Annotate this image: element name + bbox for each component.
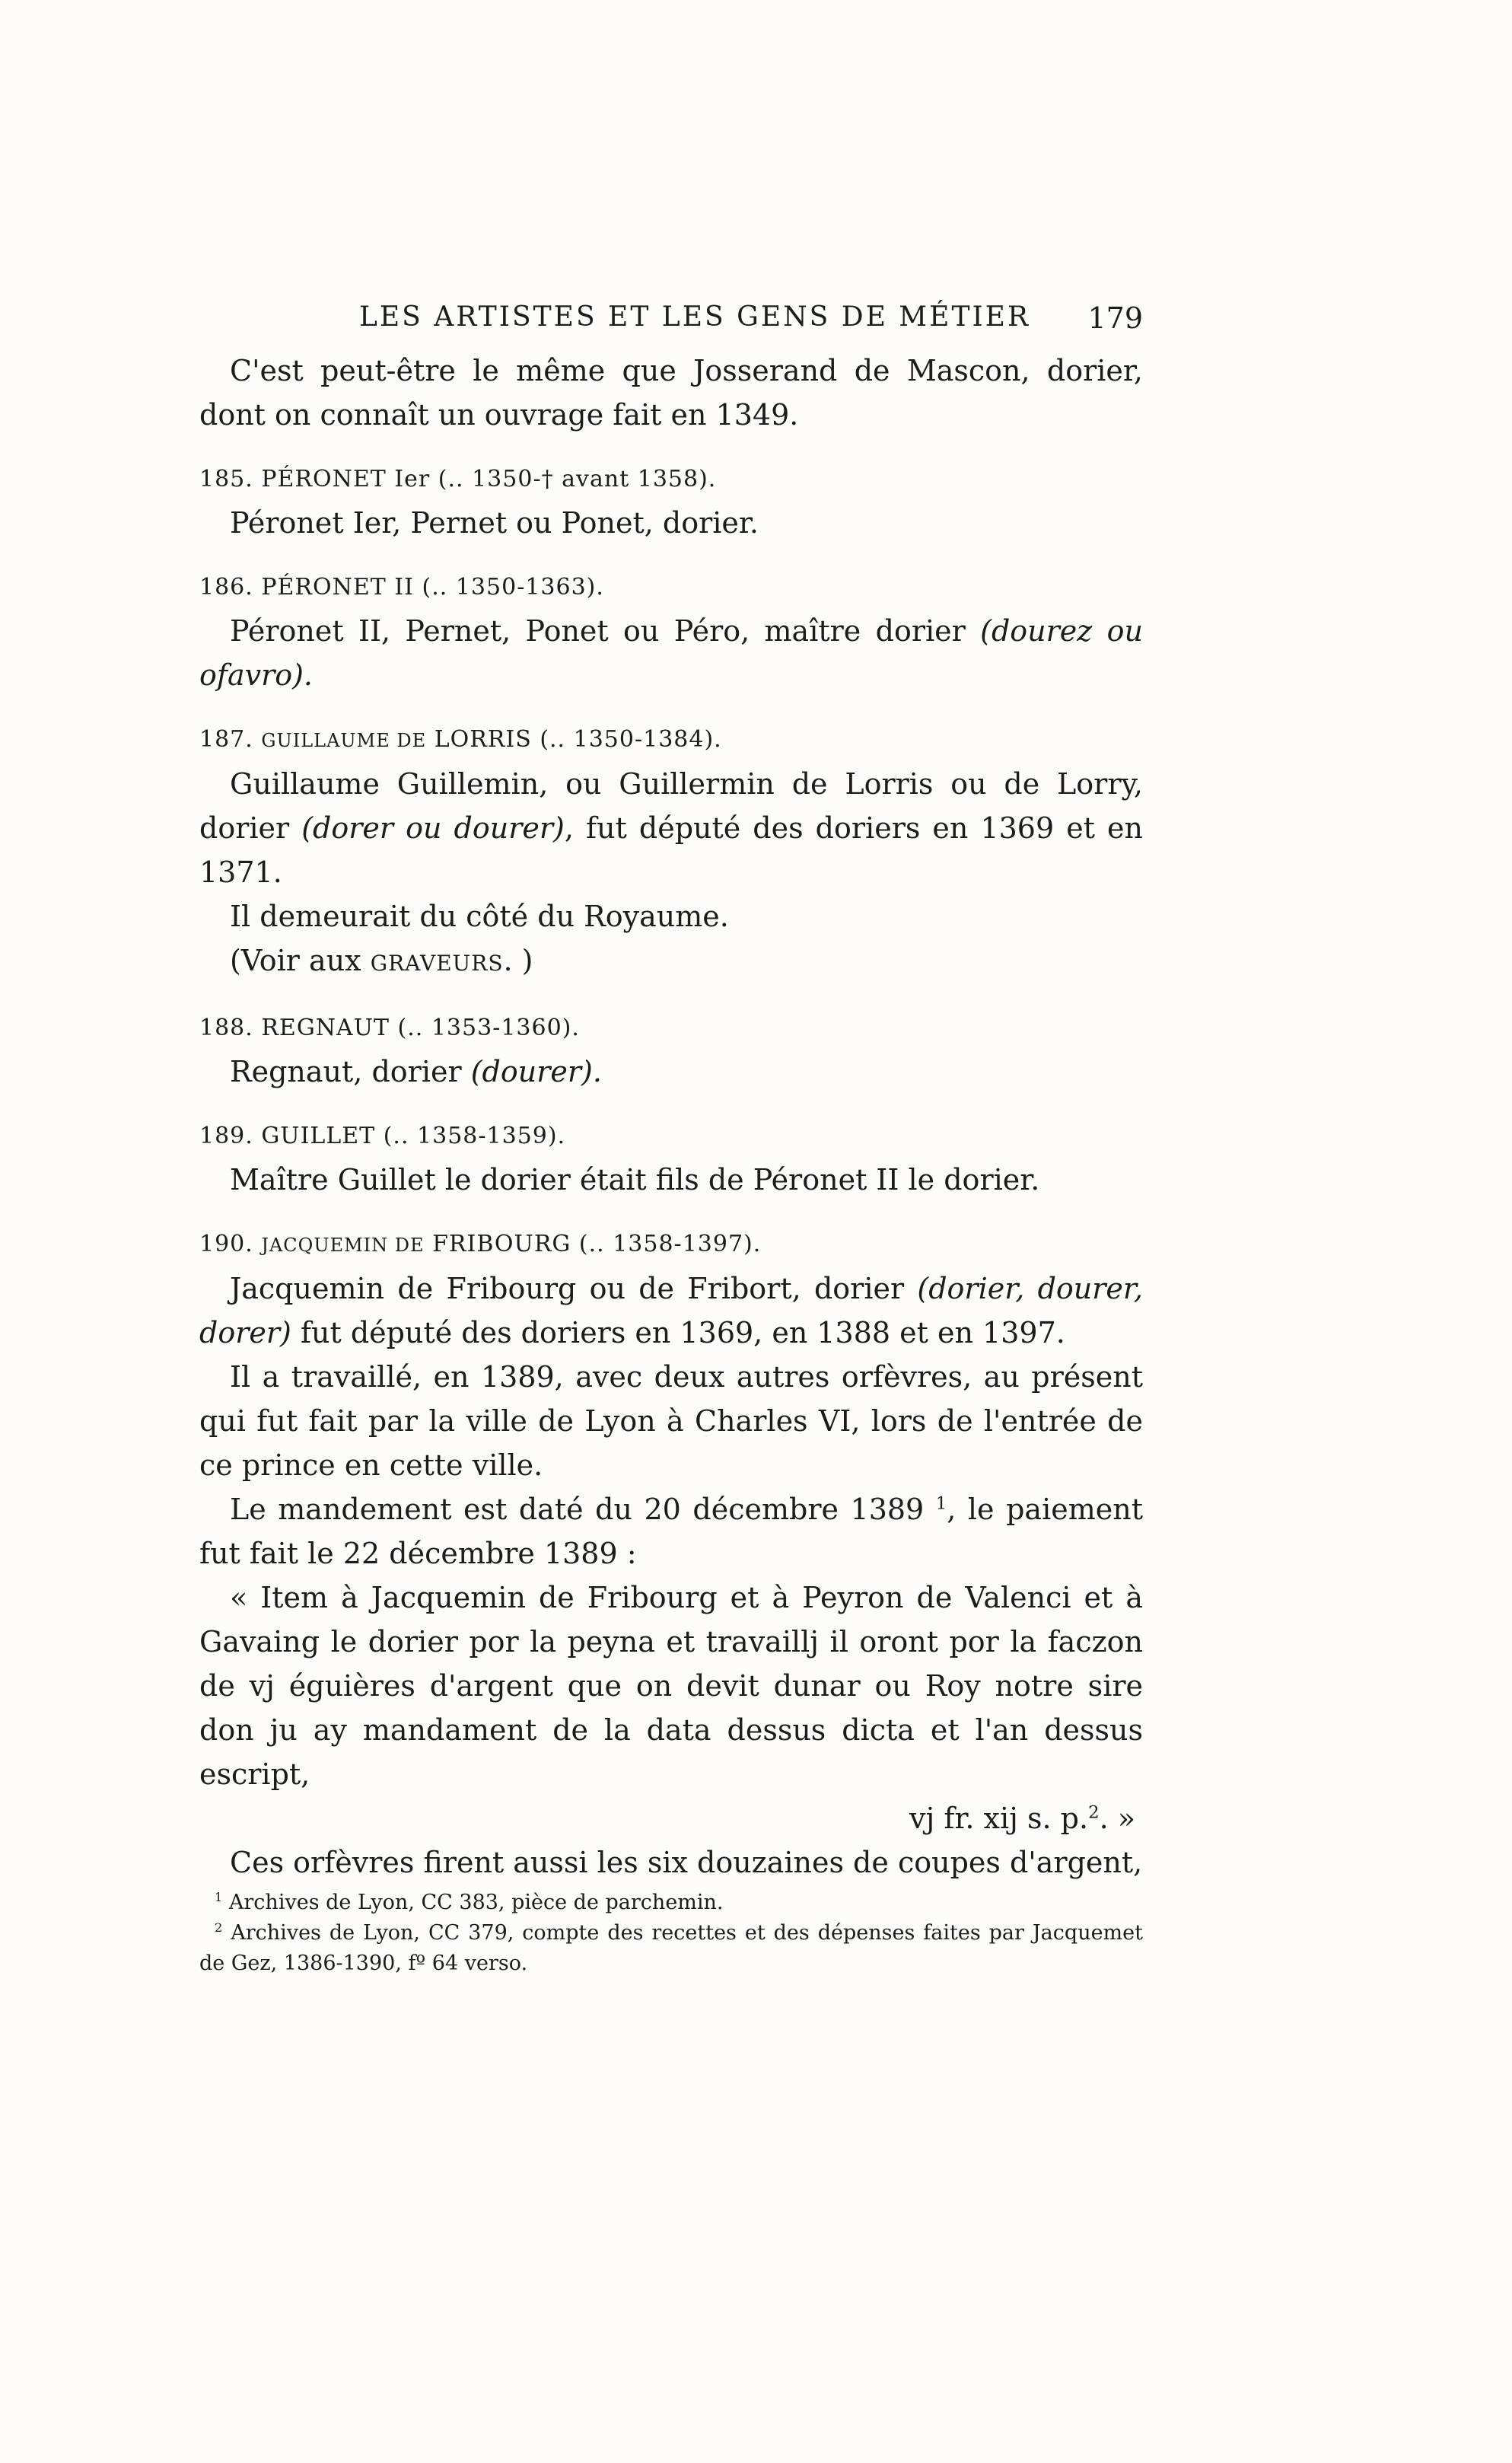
entry-smallcaps-187: GUILLAUME DE <box>261 730 427 751</box>
footnote-2-number: 2 <box>215 1920 223 1935</box>
entry-heading-186: 186. PÉRONET II (.. 1350-1363). <box>199 574 604 601</box>
entry-body-187-residence: Il demeurait du côté du Royaume. <box>230 900 729 933</box>
entry-body-190 <box>199 1267 1143 1355</box>
entry-body-188-text: Regnaut, dorier <box>230 1055 471 1088</box>
mandement-a: Le mandement est daté du 20 décembre 1389 <box>230 1493 936 1526</box>
entry-number-187: 187. <box>199 726 253 753</box>
entry-body-188 <box>199 1050 1143 1094</box>
page-number: 179 <box>1087 301 1143 335</box>
see-also-b: . ) <box>503 944 533 977</box>
page-header <box>199 295 1143 341</box>
footnote-2-text: Archives de Lyon, CC 379, compte des recettes et des dépenses faites par Jacquemet de Gez, 1386-1390, fº 64 verso. <box>199 1921 1143 1975</box>
entry-body-186-italic: (dourez ou ofavro). <box>199 614 1144 692</box>
entry-heading-188: 188. REGNAUT (.. 1353-1360). <box>199 1015 580 1041</box>
entry-body-188-italic: (dourer). <box>470 1055 602 1088</box>
footnote-1 <box>199 1888 1143 1918</box>
entry-body-187-italic: (dorer ou dourer) <box>301 811 565 845</box>
entry-name-187: LORRIS (.. 1350-1384). <box>434 726 722 753</box>
entry-body-190-mandement <box>199 1487 1143 1576</box>
archival-quote: « Item à Jacquemin de Fribourg et à Peyron de Valenci et à Gavaing le dorier por la peyna et travaillj il oront por la faczon de vj éguières d'argent que on devit dunar ou Roy notre sire don ju ay mandament de la data dessus dicta et l'an dessus escript, <box>199 1581 1143 1791</box>
quote-amount-text: vj fr. xij s. p. <box>909 1802 1089 1835</box>
entry-body-187 <box>199 762 1143 894</box>
quote-close: . » <box>1099 1802 1135 1835</box>
see-also-reference <box>199 938 1143 986</box>
footnote-ref-2[interactable]: 2 <box>1088 1802 1100 1823</box>
entry-body-185: Péronet Ier, Pernet ou Ponet, dorier. <box>230 506 759 540</box>
entry-body-190-italic: (dorier, dourer, dorer) <box>199 1272 1143 1349</box>
entry-body-186-text: Péronet II, Pernet, Ponet ou Péro, maître dorier <box>230 614 981 648</box>
see-also-a: (Voir aux <box>230 944 371 977</box>
entry-smallcaps-190: JACQUEMIN DE <box>261 1235 425 1256</box>
footnote-2 <box>199 1918 1143 1979</box>
entry-heading-187 <box>199 723 1143 757</box>
see-also-target: GRAVEURS <box>370 951 504 976</box>
page-content <box>199 349 1143 1885</box>
footnote-1-number: 1 <box>215 1890 223 1904</box>
footnote-ref-1[interactable]: 1 <box>935 1493 947 1514</box>
mandement-b: , le paiement fut fait le 22 décembre 1389 : <box>199 1493 1143 1570</box>
entry-heading-185: 185. PÉRONET Ier (.. 1350-† avant 1358). <box>199 466 717 492</box>
running-title: LES ARTISTES ET LES GENS DE MÉTIER <box>359 301 1031 333</box>
entry-heading-189: 189. GUILLET (.. 1358-1359). <box>199 1123 566 1149</box>
quote-amount <box>199 1796 1143 1840</box>
intro-paragraph: C'est peut-être le même que Josserand de Mascon, dorier, dont on connaît un ouvrage fait en 1349. <box>199 354 1143 432</box>
entry-body-189: Maître Guillet le dorier était fils de Péronet II le dorier. <box>230 1163 1040 1196</box>
entry-body-187-b: , fut député des doriers en 1369 et en 1371. <box>199 811 1143 889</box>
entry-body-190-present: Il a travaillé, en 1389, avec deux autres orfèvres, au présent qui fut fait par la ville de Lyon à Charles VI, lors de l'entrée de ce prince en cette ville. <box>199 1360 1143 1482</box>
entry-body-190-coupes: Ces orfèvres firent aussi les six douzaines de coupes d'argent, <box>230 1846 1143 1879</box>
entry-body-186 <box>199 609 1143 697</box>
footnotes <box>199 1888 1143 1979</box>
entry-number-190: 190. <box>199 1231 253 1257</box>
entry-name-190: FRIBOURG (.. 1358-1397). <box>432 1231 762 1257</box>
entry-heading-190 <box>199 1228 1143 1262</box>
entry-body-187-a: Guillaume Guillemin, ou Guillermin de Lorris ou de Lorry, dorier <box>199 767 1143 845</box>
entry-body-190-a: Jacquemin de Fribourg ou de Fribort, dorier <box>230 1272 918 1305</box>
entry-body-190-b: fut député des doriers en 1369, en 1388 et en 1397. <box>291 1316 1065 1349</box>
footnote-1-text: Archives de Lyon, CC 383, pièce de parchemin. <box>228 1891 724 1914</box>
